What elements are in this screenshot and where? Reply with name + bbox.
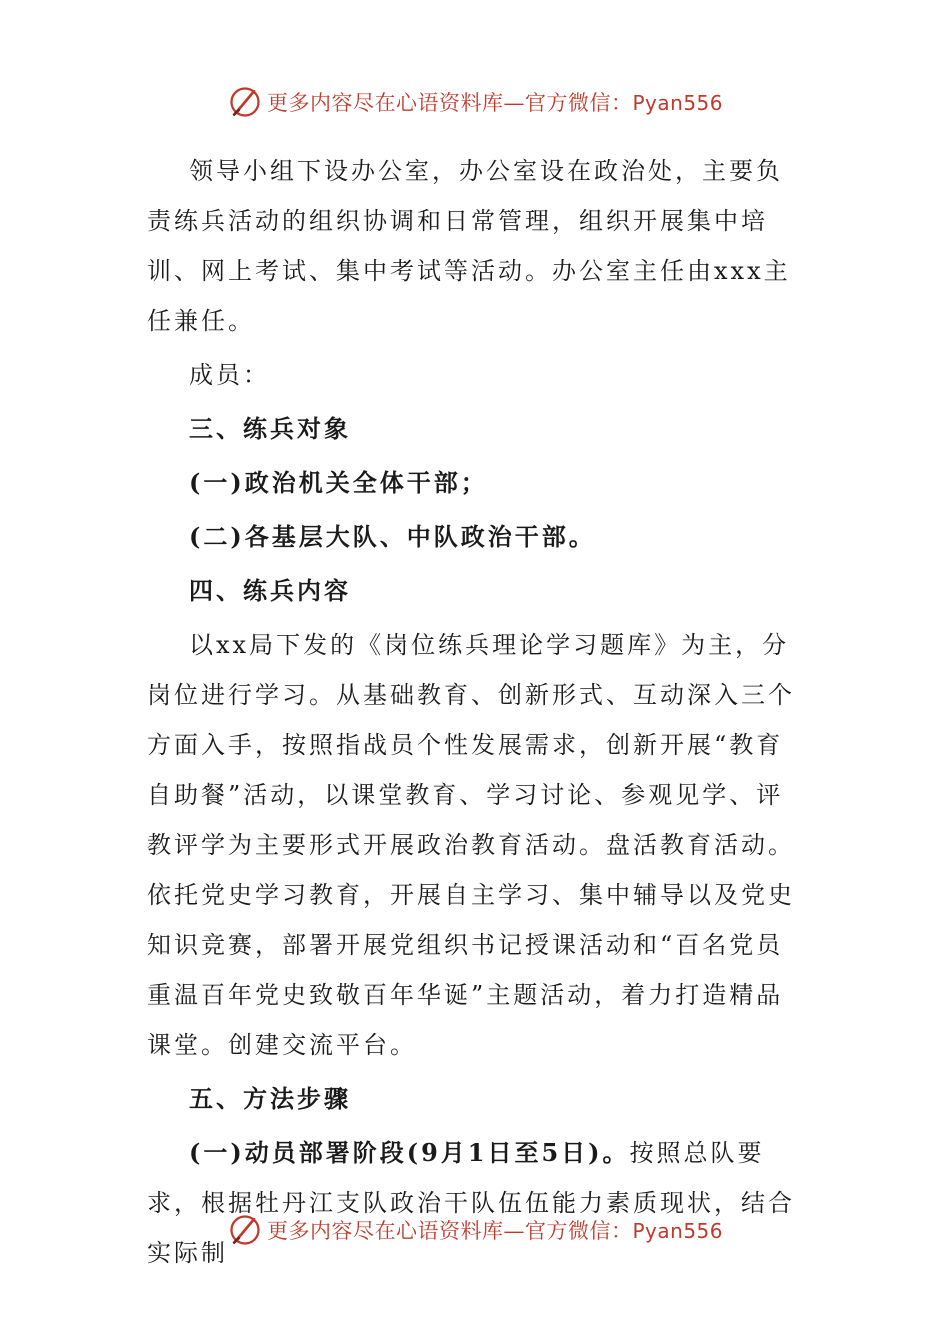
watermark-id: Pyan556 (632, 91, 723, 115)
paragraph-office: 领导小组下设办公室，办公室设在政治处，主要负责练兵活动的组织协调和日常管理，组织开展集中培训、网上考试、集中考试等活动。办公室主任由xxx主任兼任。 (147, 157, 791, 335)
paragraph-step-1 (147, 1128, 807, 1278)
step-1-body: 按照总队要求，根据牡丹江支队政治干队伍伍能力素质现状，结合实际制 (147, 1139, 795, 1267)
watermark-text: 更多内容尽在心语资料库—官方微信：Pyan556 (266, 91, 723, 115)
paragraph-members: 成员： (189, 361, 270, 389)
list-item-targets-1: (一)政治机关全体干部； (189, 468, 488, 497)
document-body (147, 146, 807, 1278)
pen-logo-icon (227, 1212, 263, 1248)
heading-training-targets: 三、练兵对象 (189, 414, 351, 443)
heading-training-content: 四、练兵内容 (189, 576, 351, 605)
list-item-targets-2: (二)各基层大队、中队政治干部。 (189, 522, 596, 551)
watermark-header (0, 80, 950, 124)
watermark-footer (0, 1208, 950, 1252)
paragraph-training-content: 以xx局下发的《岗位练兵理论学习题库》为主，分岗位进行学习。从基础教育、创新形式、互动深入三个方面入手，按照指战员个性发展需求，创新开展“教育自助餐”活动，以课堂教育、学习讨论、参观见学、评教评学为主要形式开展政治教育活动。盘活教育活动。依托党史学习教育，开展自主学习、集中辅导以及党史知识竞赛，部署开展党组织书记授课活动和“百名党员重温百年党史致敬百年华诞”主题活动，着力打造精品课堂。创建交流平台。 (147, 631, 795, 1059)
heading-methods-steps: 五、方法步骤 (189, 1084, 351, 1113)
pen-logo-icon (227, 84, 263, 120)
step-1-heading: (一)动员部署阶段(9月1日至5日)。 (189, 1138, 630, 1167)
watermark-id: Pyan556 (632, 1219, 723, 1243)
watermark-text: 更多内容尽在心语资料库—官方微信：Pyan556 (266, 1219, 723, 1243)
